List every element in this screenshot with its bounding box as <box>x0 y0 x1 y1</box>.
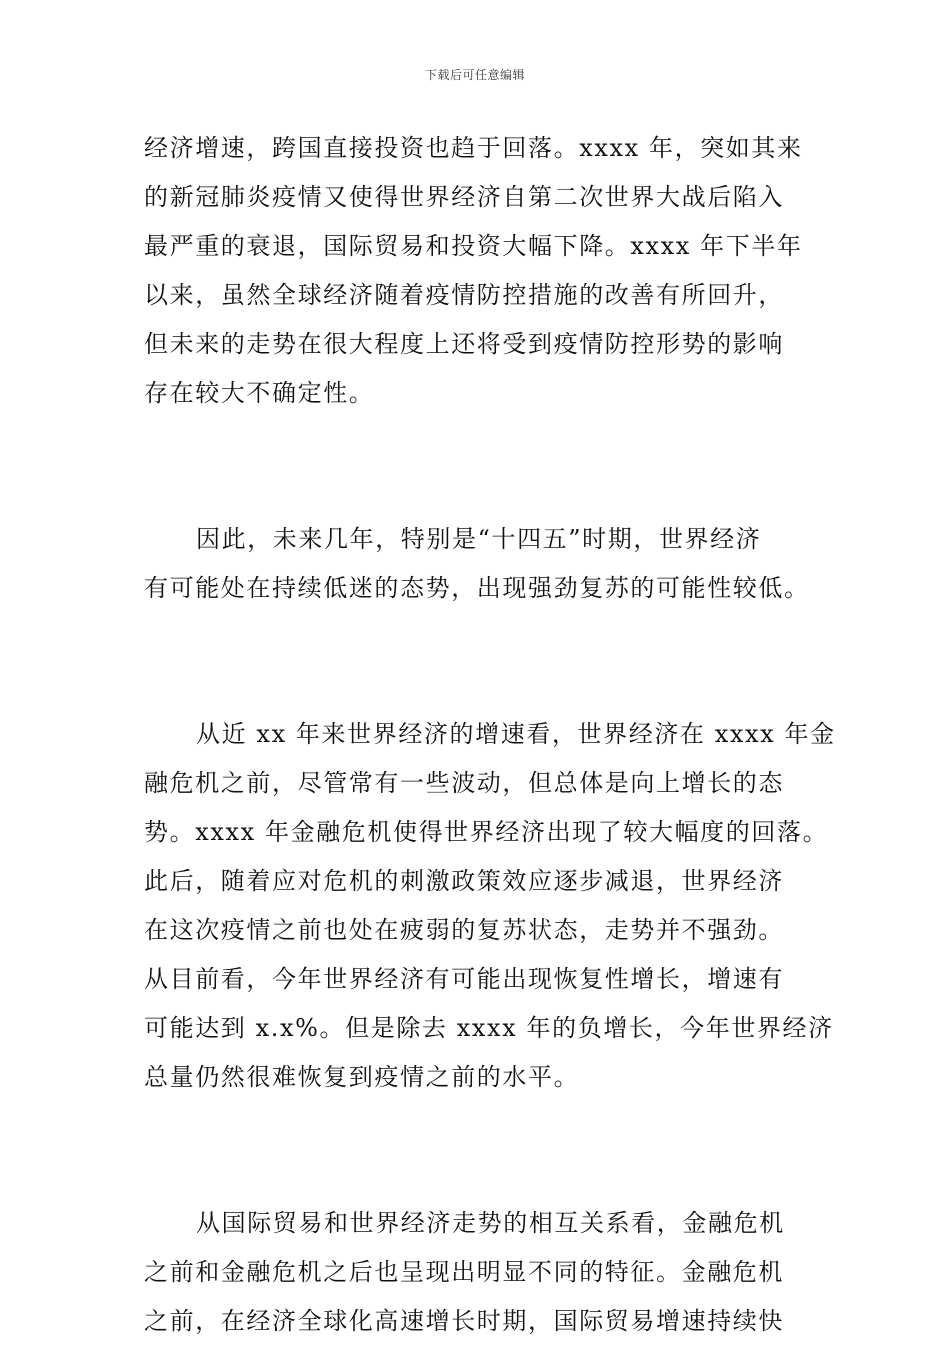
text-line: 但未来的走势在很大程度上还将受到疫情防控形势的影响 <box>144 330 784 358</box>
text-line: 可能达到 x.x%。但是除去 xxxx 年的负增长，今年世界经济 <box>144 1014 834 1042</box>
paragraph <box>144 710 836 1102</box>
text-line: 之前和金融危机之后也呈现出明显不同的特征。金融危机 <box>144 1258 784 1286</box>
paragraph-spacer <box>144 613 816 710</box>
text-line: 从目前看，今年世界经济有可能出现恢复性增长，增速有 <box>144 965 784 993</box>
text-line: 此后，随着应对危机的刺激政策效应逐步减退，世界经济 <box>144 867 784 895</box>
document-body <box>144 124 836 1346</box>
text-line: 因此，未来几年，特别是“十四五”时期，世界经济 <box>196 525 762 553</box>
paragraph-spacer <box>144 418 816 515</box>
text-line: 经济增速，跨国直接投资也趋于回落。xxxx 年，突如其来 <box>144 134 803 162</box>
paragraph <box>144 1199 816 1346</box>
text-line: 从近 xx 年来世界经济的增速看，世界经济在 xxxx 年金 <box>196 720 836 748</box>
paragraph <box>144 515 816 613</box>
text-line: 以来，虽然全球经济随着疫情防控措施的改善有所回升， <box>144 281 784 309</box>
text-line: 存在较大不确定性。 <box>144 379 375 407</box>
text-line: 的新冠肺炎疫情又使得世界经济自第二次世界大战后陷入 <box>144 183 784 211</box>
paragraph-spacer <box>144 1102 816 1199</box>
text-line: 融危机之前，尽管常有一些波动，但总体是向上增长的态 <box>144 769 784 797</box>
text-line: 有可能处在持续低迷的态势，出现强劲复苏的可能性较低。 <box>144 574 810 602</box>
paragraph <box>144 124 816 418</box>
text-line: 从国际贸易和世界经济走势的相互关系看，金融危机 <box>196 1209 785 1237</box>
text-line: 之前，在经济全球化高速增长时期，国际贸易增速持续快 <box>144 1307 784 1335</box>
text-line: 在这次疫情之前也处在疲弱的复苏状态，走势并不强劲。 <box>144 916 784 944</box>
text-line: 总量仍然很难恢复到疫情之前的水平。 <box>144 1063 580 1091</box>
page-header: 下载后可任意编辑 <box>424 68 525 82</box>
text-line: 最严重的衰退，国际贸易和投资大幅下降。xxxx 年下半年 <box>144 232 803 260</box>
text-line: 势。xxxx 年金融危机使得世界经济出现了较大幅度的回落。 <box>144 818 829 846</box>
